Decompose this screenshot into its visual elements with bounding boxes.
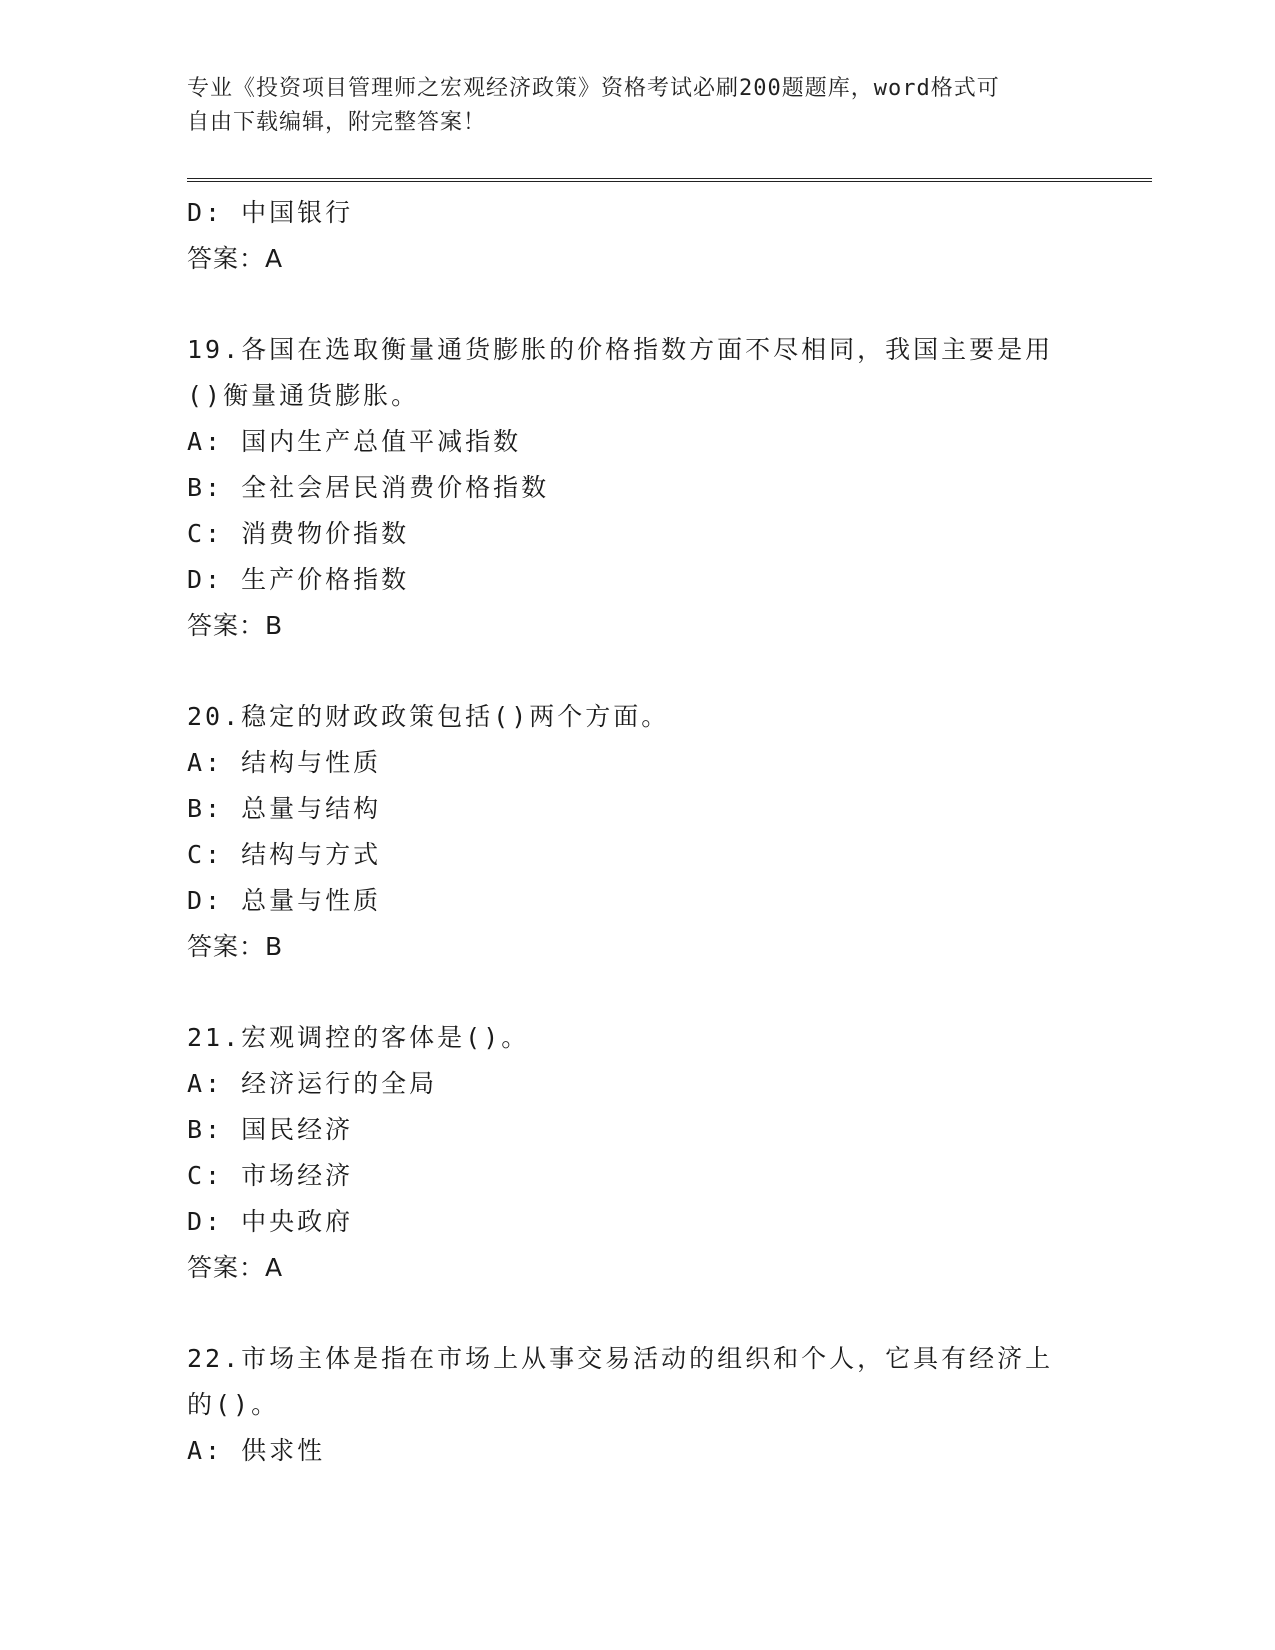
answer-line: 答案：A [187, 244, 284, 273]
option-a: A: 供求性 [187, 1436, 326, 1465]
page-header [187, 72, 1067, 140]
question-stem: 21.宏观调控的客体是()。 [187, 1023, 530, 1052]
option-d: D: 总量与性质 [187, 886, 382, 915]
answer-line: 答案：B [187, 932, 284, 961]
option-b: B: 全社会居民消费价格指数 [187, 473, 550, 502]
option-b: B: 国民经济 [187, 1115, 354, 1144]
answer-line: 答案：B [187, 611, 284, 640]
option-c: C: 市场经济 [187, 1161, 354, 1190]
option-a: A: 结构与性质 [187, 748, 382, 777]
header-line-1: 专业《投资项目管理师之宏观经济政策》资格考试必刷200题题库，word格式可 [187, 76, 1000, 101]
header-divider [187, 178, 1152, 182]
question-22 [187, 1336, 1087, 1474]
document-body [187, 190, 1087, 1474]
option-a: A: 经济运行的全局 [187, 1069, 438, 1098]
question-20 [187, 694, 1087, 970]
question-stem-continued: 的()。 [187, 1390, 280, 1419]
question-stem-continued: ()衡量通货膨胀。 [187, 381, 420, 410]
header-line-2: 自由下载编辑，附完整答案！ [187, 110, 487, 135]
question-19 [187, 327, 1087, 649]
question-21 [187, 1015, 1087, 1291]
option-c: C: 结构与方式 [187, 840, 382, 869]
option-d: D: 中国银行 [187, 198, 354, 227]
question-stem: 22.市场主体是指在市场上从事交易活动的组织和个人，它具有经济上 [187, 1344, 1054, 1373]
option-d: D: 中央政府 [187, 1207, 354, 1236]
prev-question-tail [187, 190, 1087, 282]
option-a: A: 国内生产总值平减指数 [187, 427, 522, 456]
option-d: D: 生产价格指数 [187, 565, 410, 594]
option-c: C: 消费物价指数 [187, 519, 410, 548]
answer-line: 答案：A [187, 1253, 284, 1282]
option-b: B: 总量与结构 [187, 794, 382, 823]
question-stem: 20.稳定的财政政策包括()两个方面。 [187, 702, 670, 731]
question-stem: 19.各国在选取衡量通货膨胀的价格指数方面不尽相同，我国主要是用 [187, 335, 1054, 364]
